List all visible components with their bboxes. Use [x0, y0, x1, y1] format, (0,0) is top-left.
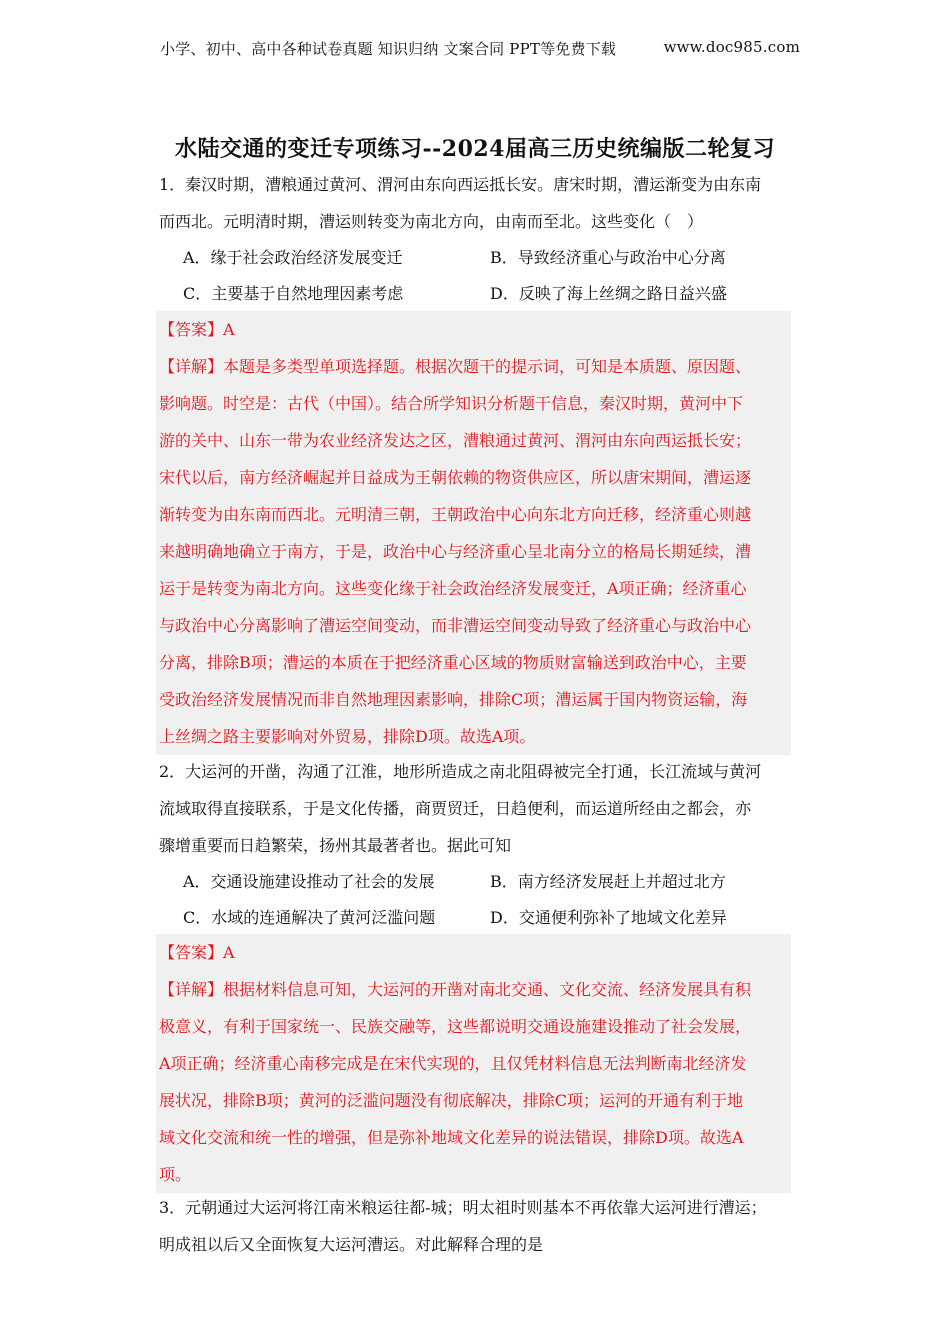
explain-line: 分离，排除B项；漕运的本质在于把经济重心区域的物质财富输送到政治中心，主要 — [159, 653, 747, 672]
question-1-answer-panel — [156, 311, 791, 755]
explain-line: 来越明确地确立于南方，于是，政治中心与经济重心呈北南分立的格局长期延续，漕 — [159, 542, 752, 561]
question-2-options — [159, 864, 792, 936]
explain-line: 展状况，排除B项；黄河的泛滥问题没有彻底解决，排除C项；运河的开通有利于地 — [159, 1091, 744, 1110]
explain-line: 受政治经济发展情况而非自然地理因素影响，排除C项；漕运属于国内物资运输，海 — [159, 690, 748, 709]
explain-line: 上丝绸之路主要影响对外贸易，排除D项。故选A项。 — [159, 727, 536, 746]
header-site-link[interactable]: www.doc985.com — [663, 38, 800, 56]
explain-line: 渐转变为由东南而西北。元明清三朝，王朝政治中心向东北方向迁移，经济重心则越 — [159, 505, 752, 524]
question-2-stem — [159, 753, 792, 864]
document-title: 水陆交通的变迁专项练习--2024届高三历史统编版二轮复习 — [175, 136, 775, 162]
explain-line: 【详解】根据材料信息可知，大运河的开凿对南北交通、文化交流、经济发展具有积 — [159, 980, 752, 999]
page-header — [160, 38, 800, 59]
answer-line: 【答案】A — [159, 320, 235, 339]
question-2-answer-panel — [156, 934, 791, 1193]
option-d[interactable]: D．交通便利弥补了地域文化差异 — [490, 908, 727, 927]
option-a[interactable]: A．交通设施建设推动了社会的发展 — [183, 872, 435, 891]
stem-line: 流域取得直接联系，于是文化传播，商贾贸迁，日趋便利，而运道所经由之都会，亦 — [159, 799, 752, 818]
question-1-stem — [159, 166, 792, 240]
explain-line: A项正确；经济重心南移完成是在宋代实现的，且仅凭材料信息无法判断南北经济发 — [159, 1054, 747, 1073]
stem-line: 3．元朝通过大运河将江南米粮运往都-城；明太祖时则基本不再依靠大运河进行漕运； — [159, 1198, 767, 1217]
explain-line: 与政治中心分离影响了漕运空间变动，而非漕运空间变动导致了经济重心与政治中心 — [159, 616, 752, 635]
explain-line: 极意义，有利于国家统一、民族交融等，这些都说明交通设施建设推动了社会发展， — [159, 1017, 752, 1036]
question-3-stem — [159, 1189, 792, 1263]
stem-line: 明成祖以后又全面恢复大运河漕运。对此解释合理的是 — [159, 1235, 544, 1254]
stem-line: 2．大运河的开凿，沟通了江淮，地形所造成之南北阻碍被完全打通，长江流域与黄河 — [159, 762, 762, 781]
option-d[interactable]: D．反映了海上丝绸之路日益兴盛 — [490, 284, 727, 303]
explain-line: 宋代以后，南方经济崛起并日益成为王朝依赖的物资供应区，所以唐宋期间，漕运逐 — [159, 468, 752, 487]
question-1-options — [159, 240, 792, 312]
explain-line: 项。 — [159, 1165, 192, 1184]
option-b[interactable]: B．南方经济发展赶上并超过北方 — [490, 872, 726, 891]
answer-line: 【答案】A — [159, 943, 235, 962]
header-left-text: 小学、初中、高中各种试卷真题 知识归纳 文案合同 PPT等免费下载 — [160, 40, 617, 58]
explain-line: 影响题。时空是：古代（中国）。结合所学知识分析题干信息，秦汉时期，黄河中下 — [159, 394, 744, 413]
stem-line: 骤增重要而日趋繁荣，扬州其最著者也。据此可知 — [159, 836, 512, 855]
option-c[interactable]: C．水域的连通解决了黄河泛滥问题 — [183, 908, 436, 927]
option-c[interactable]: C．主要基于自然地理因素考虑 — [183, 284, 404, 303]
option-b[interactable]: B．导致经济重心与政治中心分离 — [490, 248, 726, 267]
stem-line: 而西北。元明清时期，漕运则转变为南北方向，由南而至北。这些变化（ ） — [159, 212, 704, 231]
explain-line: 域文化交流和统一性的增强，但是弥补地域文化差异的说法错误，排除D项。故选A — [159, 1128, 744, 1147]
stem-line: 1．秦汉时期，漕粮通过黄河、渭河由东向西运抵长安。唐宋时期，漕运渐变为由东南 — [159, 175, 762, 194]
option-a[interactable]: A．缘于社会政治经济发展变迁 — [183, 248, 403, 267]
explain-line: 游的关中、山东一带为农业经济发达之区，漕粮通过黄河、渭河由东向西运抵长安； — [159, 431, 752, 450]
explain-line: 运于是转变为南北方向。这些变化缘于社会政治经济发展变迁，A项正确；经济重心 — [159, 579, 747, 598]
explain-line: 【详解】本题是多类型单项选择题。根据次题干的提示词，可知是本质题、原因题、 — [159, 357, 752, 376]
